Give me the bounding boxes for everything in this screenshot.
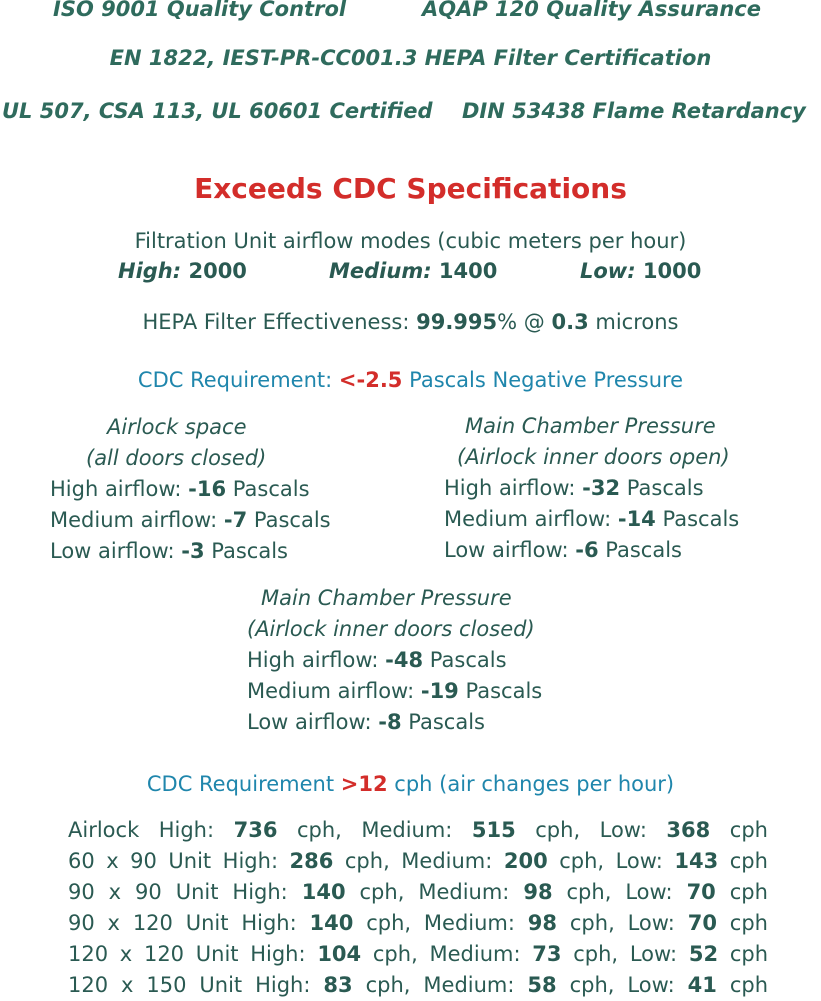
- main-closed-row-low: [247, 707, 542, 738]
- row-value: -32: [582, 476, 621, 500]
- headline: Exceeds CDC Specifications: [194, 172, 627, 205]
- cert-ul-507: UL 507, CSA 113, UL 60601 Certified: [2, 99, 433, 123]
- cph-unit: cph: [729, 849, 768, 873]
- cph-high-value: 140: [309, 911, 354, 935]
- cph-row-name: 120 x 120 Unit High:: [68, 942, 306, 966]
- cph-req-suffix: cph (air changes per hour): [394, 772, 675, 796]
- cph-low-value: 41: [687, 973, 717, 997]
- row-value: -6: [575, 538, 599, 562]
- cert-din-53438: DIN 53438 Flame Retardancy: [462, 99, 806, 123]
- main-open-row-high: [444, 473, 739, 504]
- row-unit: Pascals: [662, 507, 740, 531]
- cph-medium-value: 98: [523, 880, 553, 904]
- main-open-title-1: Main Chamber Pressure: [465, 414, 716, 438]
- cph-unit: cph: [559, 849, 598, 873]
- cph-unit: cph: [729, 973, 769, 997]
- row-label: Low airflow:: [50, 539, 175, 563]
- cph-unit: cph: [569, 973, 608, 997]
- cph-row-name: 90 x 120 Unit High:: [68, 911, 297, 935]
- cph-row-name: 90 x 90 Unit High:: [68, 880, 288, 904]
- hepa-label: HEPA Filter Effectiveness:: [142, 310, 410, 334]
- row-unit: Pascals: [408, 710, 485, 734]
- cph-medium-label: Medium:: [361, 818, 453, 842]
- cert-aqap-120: AQAP 120 Quality Assurance: [422, 0, 761, 21]
- cph-unit: cph: [296, 818, 336, 842]
- main-closed-row-high: [247, 645, 542, 676]
- cph-unit: cph: [366, 911, 405, 935]
- cph-unit: cph: [729, 818, 768, 842]
- main-open-row-low: [444, 535, 739, 566]
- cph-low-label: Low:: [629, 942, 678, 966]
- cph-row: 120 x 150 Unit High: 83 cph, Medium: 58 cph, Low: 41 cph: [68, 973, 769, 997]
- row-unit: Pascals: [626, 476, 704, 500]
- cph-high-value: 140: [301, 880, 346, 904]
- row-label: Low airflow:: [247, 710, 372, 734]
- main-chamber-open-block: [444, 411, 739, 566]
- airflow-low-label: Low:: [580, 259, 636, 283]
- airflow-medium: [329, 259, 497, 283]
- cph-medium-label: Medium:: [423, 911, 515, 935]
- cph-medium-value: 200: [503, 849, 548, 873]
- airlock-row-low: [50, 536, 331, 567]
- cph-low-label: Low:: [625, 880, 673, 904]
- row-value: -14: [617, 507, 656, 531]
- hepa-effectiveness: [0, 310, 821, 334]
- cph-medium-label: Medium:: [429, 942, 521, 966]
- row-unit: Pascals: [429, 648, 507, 672]
- cph-req-value: >12: [340, 772, 388, 796]
- cph-low-label: Low:: [627, 973, 675, 997]
- row-value: -8: [378, 710, 402, 734]
- airflow-low-value: 1000: [642, 259, 702, 283]
- hepa-microns-value: 0.3: [551, 310, 589, 334]
- airlock-title-1: Airlock space: [107, 415, 247, 439]
- cph-medium-value: 58: [527, 973, 557, 997]
- cph-low-value: 70: [687, 911, 717, 935]
- row-unit: Pascals: [211, 539, 288, 563]
- cph-unit: cph: [729, 880, 768, 904]
- row-label: Medium airflow:: [50, 508, 218, 532]
- cph-row: 60 x 90 Unit High: 286 cph, Medium: 200 cph, Low: 143 cph: [68, 849, 768, 873]
- main-open-row-medium: [444, 504, 739, 535]
- cph-medium-label: Medium:: [423, 973, 515, 997]
- cph-medium-label: Medium:: [401, 849, 493, 873]
- row-label: High airflow:: [50, 477, 182, 501]
- cph-high-value: 83: [323, 973, 353, 997]
- cert-en-1822: EN 1822, IEST-PR-CC001.3 HEPA Filter Certification: [109, 46, 712, 70]
- airflow-low: [580, 259, 701, 283]
- airflow-medium-value: 1400: [438, 259, 498, 283]
- row-unit: Pascals: [465, 679, 543, 703]
- cph-row-name: Airlock High:: [68, 818, 215, 842]
- cph-unit: cph: [569, 911, 609, 935]
- row-value: -48: [385, 648, 424, 672]
- main-closed-title-1: Main Chamber Pressure: [261, 586, 512, 610]
- row-unit: Pascals: [605, 538, 682, 562]
- cph-medium-value: 98: [527, 911, 558, 935]
- row-value: -19: [420, 679, 459, 703]
- airlock-row-medium: [50, 505, 331, 536]
- row-value: -3: [181, 539, 205, 563]
- row-label: Low airflow:: [444, 538, 569, 562]
- cdc-cph-requirement: [0, 772, 821, 796]
- cph-unit: cph: [729, 942, 768, 966]
- main-closed-title-2: (Airlock inner doors closed): [247, 617, 535, 641]
- cph-unit: cph: [372, 942, 412, 966]
- airlock-block: [50, 412, 331, 567]
- airflow-medium-label: Medium:: [329, 259, 432, 283]
- row-value: -7: [223, 508, 248, 532]
- cph-row-name: 60 x 90 Unit High:: [68, 849, 279, 873]
- cph-high-value: 736: [233, 818, 278, 842]
- cph-low-label: Low:: [599, 818, 647, 842]
- cdc-pressure-requirement: [0, 368, 821, 392]
- airflow-title: Filtration Unit airflow modes (cubic meters per hour): [134, 229, 687, 253]
- cert-iso-9001: ISO 9001 Quality Control: [53, 0, 347, 21]
- cph-medium-value: 73: [532, 942, 562, 966]
- airlock-title-2: (all doors closed): [86, 446, 267, 470]
- cph-unit: cph: [573, 942, 612, 966]
- cph-unit: cph: [566, 880, 605, 904]
- cph-high-value: 104: [317, 942, 362, 966]
- cph-row: Airlock High: 736 cph, Medium: 515 cph, Low: 368 cph: [68, 818, 768, 842]
- row-unit: Pascals: [232, 477, 310, 501]
- cph-low-value: 52: [688, 942, 719, 966]
- pressure-req-label: CDC Requirement:: [137, 368, 333, 392]
- hepa-suffix2: microns: [595, 310, 679, 334]
- cph-unit: cph: [365, 973, 404, 997]
- row-label: Medium airflow:: [247, 679, 415, 703]
- cph-low-value: 70: [686, 880, 716, 904]
- row-value: -16: [188, 477, 227, 501]
- cph-unit: cph: [344, 849, 384, 873]
- cph-medium-value: 515: [471, 818, 516, 842]
- main-open-title-2: (Airlock inner doors open): [457, 445, 730, 469]
- main-chamber-closed-block: [247, 583, 542, 738]
- row-label: High airflow:: [444, 476, 576, 500]
- cph-unit: cph: [535, 818, 574, 842]
- cph-unit: cph: [359, 880, 398, 904]
- cph-row: 120 x 120 Unit High: 104 cph, Medium: 73 cph, Low: 52 cph: [68, 942, 768, 966]
- cph-row: 90 x 90 Unit High: 140 cph, Medium: 98 cph, Low: 70 cph: [68, 880, 768, 904]
- cph-unit: cph: [729, 911, 768, 935]
- cph-req-label: CDC Requirement: [146, 772, 335, 796]
- row-label: High airflow:: [247, 648, 379, 672]
- cph-high-value: 286: [289, 849, 334, 873]
- cph-row: 90 x 120 Unit High: 140 cph, Medium: 98 cph, Low: 70 cph: [68, 911, 768, 935]
- cph-low-value: 143: [674, 849, 719, 873]
- cph-table: [68, 815, 768, 1001]
- row-unit: Pascals: [253, 508, 331, 532]
- airflow-high-label: High:: [118, 259, 182, 283]
- cph-low-label: Low:: [615, 849, 663, 873]
- airflow-high-value: 2000: [188, 259, 247, 283]
- hepa-suffix1: % @: [497, 310, 545, 334]
- cph-low-value: 368: [666, 818, 711, 842]
- cph-low-label: Low:: [627, 911, 675, 935]
- cph-medium-label: Medium:: [418, 880, 510, 904]
- airflow-high: [118, 259, 247, 283]
- cph-row-name: 120 x 150 Unit High:: [68, 973, 311, 997]
- pressure-req-value: <-2.5: [338, 368, 403, 392]
- main-closed-row-medium: [247, 676, 542, 707]
- pressure-req-suffix: Pascals Negative Pressure: [409, 368, 684, 392]
- airlock-row-high: [50, 474, 331, 505]
- row-label: Medium airflow:: [444, 507, 612, 531]
- hepa-value: 99.995: [416, 310, 498, 334]
